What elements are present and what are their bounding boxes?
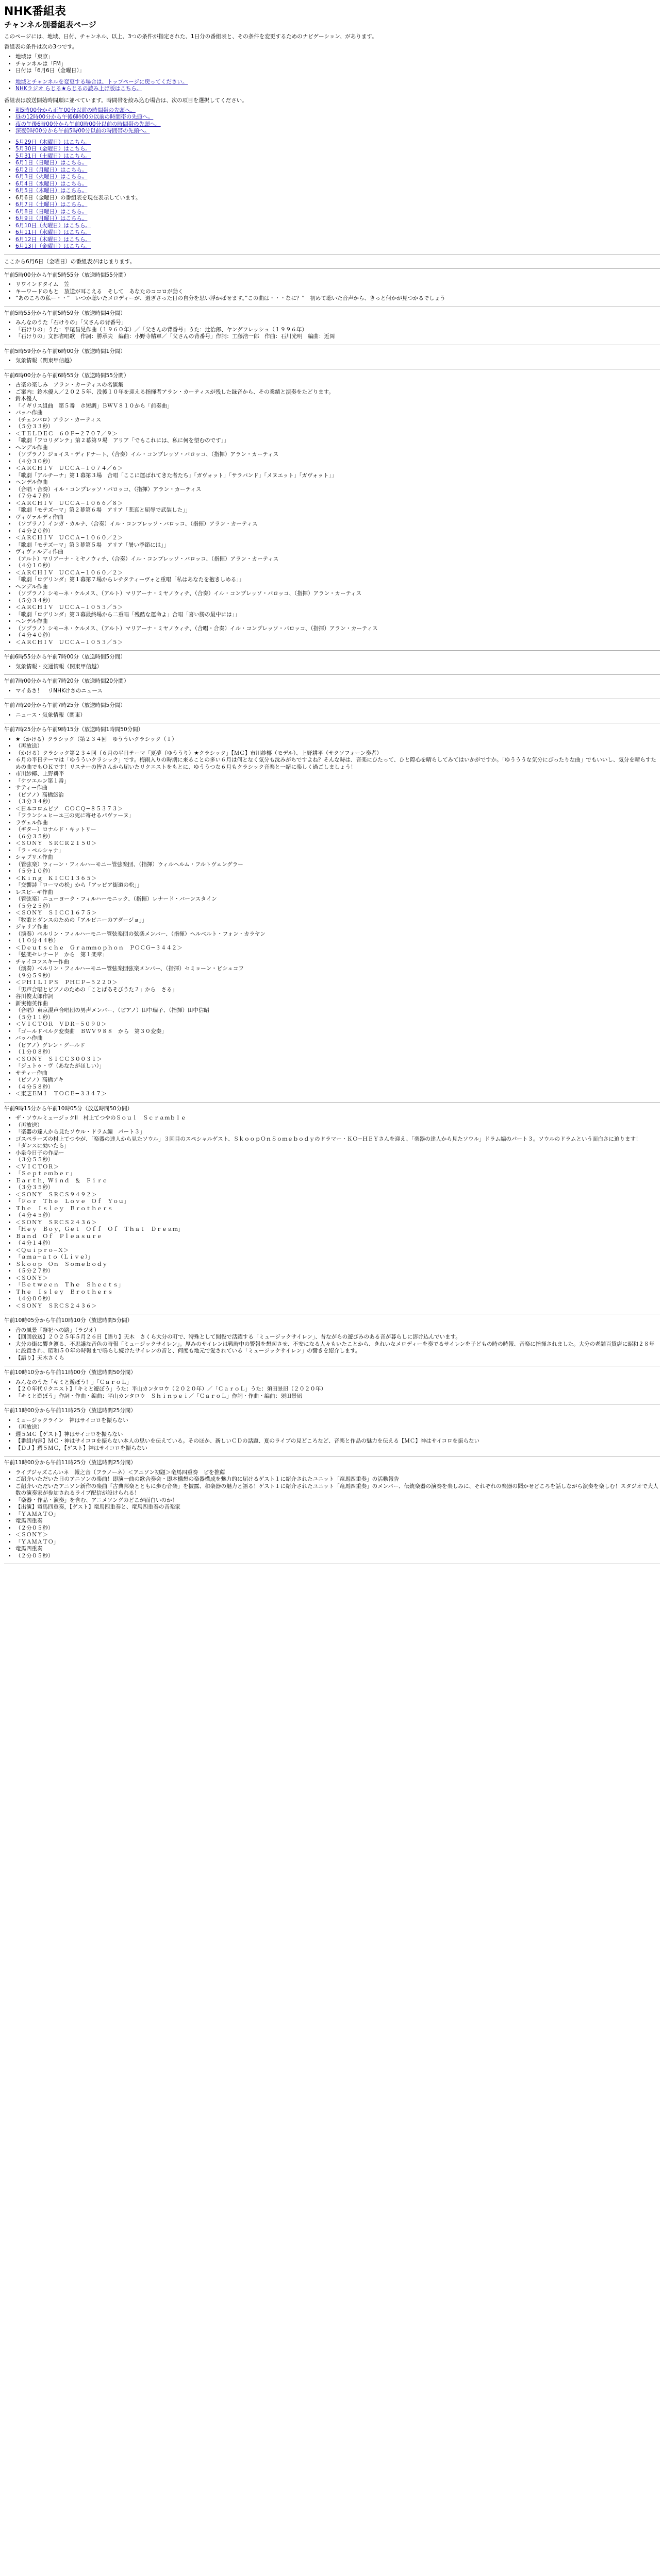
program-line: • 「牧歌とダンスのための「アルピニーのアダージョ」」 — [15, 917, 660, 924]
program-line: • 古楽の楽しみ アラン・カーティスの名演集 — [15, 382, 660, 389]
program-time: 午前11時00分から午前11時25分（放送時間25分間） — [4, 1408, 136, 1414]
program-line: • （演奏）ベルリン・フィルハーモニー管弦楽団の弦楽メンバー、（指揮）ヘルベルト・フォン・カラヤン — [15, 931, 660, 938]
program-line: • ＜ＶＩＣＴＯＲ＞ — [15, 1164, 660, 1171]
program-line: • Ｂａｎｄ Ｏｆ Ｐｌｅａｓｕｒｅ — [15, 1233, 660, 1241]
program-line: • ご紹介いただいたアニソン新作の楽曲「古典邦楽とともに歩む音楽」を披露、和楽器の魅力と語る！ゲスト１に紹介されたユニット「竜馬四重奏」のメンバー、伝統楽器の演奏を楽しみに、それぞれの楽器の聞かせどころを話しながら演奏を楽しむ！スタジオで大人数の演奏家が参加されるライブ配信が設けられる！ — [15, 1483, 660, 1497]
date-link-item-link[interactable]: 5月31日（土曜日）はこちら。 — [15, 152, 91, 159]
program-line: • （４分２０秒） — [15, 528, 660, 535]
program-line: • 「Ｓｅｐｔｅｍｂｅｒ」 — [15, 1171, 660, 1178]
program-line: • （５分２７秒） — [15, 1268, 660, 1275]
program-line: • ＜ＳＯＮＹ ＳＲＣＲ２１５０＞ — [15, 840, 660, 848]
program-entries — [4, 382, 660, 646]
time-note: 番組表は放送開始時間順に並べています。時間帯を絞み込む場合は、次の項目を選択してください。 — [4, 97, 247, 104]
program-line: • キーワードのもと 放送が耳こえる そして あなたのココロが動く — [15, 289, 660, 296]
program-line: • シャブリエ作曲 — [15, 854, 660, 861]
program-entries — [4, 736, 660, 1098]
program-line: • （ピアノ）グレン・グールド — [15, 1042, 660, 1049]
date-link-item-link[interactable]: 5月30日（金曜日）はこちら。 — [15, 146, 91, 152]
condition-links-list — [4, 79, 660, 93]
program-line: • 【語り】天木さくら — [15, 1355, 660, 1362]
time-link-item[interactable] — [15, 114, 660, 121]
program-line: • （３分３４秒） — [15, 799, 660, 806]
date-link-item[interactable] — [15, 243, 660, 250]
program-line: • 「歌劇「ロデリンダ」第３幕最終場から二重唱「残酷な運命よ」合唱「喜い勝の最中には」」 — [15, 612, 660, 619]
program-line: • 「ＹＡＭＡＴＯ」 — [15, 1511, 660, 1518]
condition-item: • 地域は「東京」 — [15, 54, 660, 61]
program-line: • 気象情報・交通情報（関東甲信越） — [15, 664, 660, 671]
program-line: • ＜日本コロムビア ＣＯＣＱ−８５３７３＞ — [15, 806, 660, 813]
condition-item: • チャンネルは「FM」 — [15, 61, 660, 68]
program-line: • ＜ＳＯＮＹ ＳＩＣＣ３００３１＞ — [15, 1056, 660, 1063]
program-time: 午前10時05分から午前10時10分（放送時間5分間） — [4, 1317, 133, 1324]
time-links-list — [4, 107, 660, 135]
program-line: • Ｅａｒｔｈ，Ｗｉｎｄ ＆ Ｆｉｒｅ — [15, 1178, 660, 1185]
program-line: • （４分４５秒） — [15, 1212, 660, 1219]
program-line: • （かける）クラシック第２３４回（６月の平日テーマ「夏夢（ゆううり）★クラシック」【ＭＣ】市川紗椰（モデル）、上野耕平（サクソフォーン奏者） — [15, 750, 660, 757]
program-line: • （３分５５秒） — [15, 1157, 660, 1164]
program-line: • ヘンデル作曲 — [15, 479, 660, 486]
program-line: • （演奏）ベルリン・フィルハーモニー管弦楽団弦楽メンバー、（指揮）セミョーン・ビシュコフ — [15, 965, 660, 973]
date-link-item-link[interactable]: 6月11日（水曜日）はこちら。 — [15, 229, 91, 235]
program-line: • ご案内：鈴木優人／２０２５年、没後１０年を迎える指揮者アラン・カーティスが残した録音から、その業績と演奏をたどります。 — [15, 389, 660, 396]
page-title: NHK番組表 — [4, 5, 66, 18]
program-line: • ヴィヴァルディ作曲 — [15, 514, 660, 521]
program-line: • （アルト）マリアーナ・ミヤノウィチ、（合奏）イル・コンプレッソ・バロッコ、（指揮）アラン・カーティス — [15, 556, 660, 563]
program-entries — [4, 358, 660, 365]
program-time: 午前6時55分から午前7時00分（放送時間5分間） — [4, 654, 126, 660]
program-line: • （１分０８秒） — [15, 1049, 660, 1056]
program-line: • （再放送） — [15, 1424, 660, 1431]
date-link-item-link[interactable]: 6月9日（月曜日）はこちら。 — [15, 215, 88, 222]
time-link-item[interactable] — [15, 121, 660, 128]
conditions-list — [4, 54, 660, 75]
program-line: • （５分１１秒） — [15, 1014, 660, 1022]
program-line: • 【番組内容】ＭＣ・神はサイコロを振らない本人の思いを伝えている。そのほか、新しいＣＤの話題、夏のライブの見どころなど、音楽と作品の魅力を伝える【ＭＣ】神はサイコロを振らない — [15, 1438, 660, 1445]
program-entries — [4, 1115, 660, 1310]
program-line: • （１０分４４秒） — [15, 938, 660, 945]
date-link-item[interactable] — [15, 153, 660, 160]
program-line: • 「ラ・ペルシャナ」 — [15, 848, 660, 855]
program-time: 午前11時00分から午前11時25分（放送時間25分間） — [4, 1460, 136, 1466]
program-line: • 新実徳英作曲 — [15, 1001, 660, 1008]
program-line: • ヴィヴァルディ作曲 — [15, 549, 660, 556]
date-link-item[interactable] — [15, 167, 660, 174]
program-line: • （２分０５秒） — [15, 1525, 660, 1532]
program-line: • （７分４７秒） — [15, 493, 660, 500]
program-line: • 竜馬四重奏 — [15, 1546, 660, 1553]
program-line: • 「ジュトゥ・ヴ（あなたがほしい）」 — [15, 1063, 660, 1070]
program-line: • 「石けりの」文部省唱歌 作詞：勝承夫 編曲：小野寺精軍／「父さんの背番号」作詞：工藤浩一郎 作曲：石川光明 編曲：近岡 — [15, 333, 660, 341]
program-line: • （合唱・合奏）イル・コンプレッソ・バロッコ、（指揮）アラン・カーティス — [15, 486, 660, 494]
program-line: • サティー作曲 — [15, 1070, 660, 1077]
program-line: • ＜ＴＥＬＤＥＣ ６０Ｐ−２７０７／９＞ — [15, 431, 660, 438]
program-line: • ライブジャズこんいネ 報之音（フラノーネ）＜アニソン初題＞竜馬四重奏 ピを推薦 — [15, 1469, 660, 1477]
program-line: • 「ダンスに効いたら」 — [15, 1143, 660, 1150]
program-entries — [4, 688, 660, 695]
program-line: • ヘンデル作曲 — [15, 584, 660, 591]
program-line: • ＜Ｋｉｎｇ ＫＩＣＣ１３６５＞ — [15, 875, 660, 883]
listing-header: ここから6月6日（金曜日）の番組表がはじまります。 — [4, 258, 136, 265]
program-line: • 音の風景「祭祀への路」（ラジオ） — [15, 1327, 660, 1334]
program-line: • ヘンデル作曲 — [15, 618, 660, 625]
program-line: • （４分５８秒） — [15, 1084, 660, 1091]
program-line: • （４分００秒） — [15, 1296, 660, 1303]
program-entries — [4, 1417, 660, 1452]
program-line: • “あのころの私ー・・” いつか聴いたメロディーが、過ぎさった日の自分を思い浮かばせます。”この曲は・・・なに？” 初めて聴いた音声から、きっと何かが見つかるでしょう — [15, 295, 660, 302]
date-link-item[interactable] — [15, 236, 660, 244]
program-line: • ニュース・気象情報（関東） — [15, 712, 660, 719]
date-link-item[interactable] — [15, 160, 660, 167]
program-time: 午前9時15分から午前10時05分（放送時間50分間） — [4, 1105, 133, 1112]
program-line: • 「石けりの」うた：平尾昌晃作曲（１９６０年）／「父さんの背番号」うた：辻治郎、ヤングフレッシュ（１９９６年） — [15, 327, 660, 334]
program-line: • 「歌劇「アルチーナ」第１幕第３場 合唱「ここに運ばれてきた者たち」「ガヴォット」「サラバンド」「メヌエット」「ガヴォット」」 — [15, 472, 660, 480]
program-line: • （５分３３秒） — [15, 423, 660, 431]
date-link-item-link[interactable]: 6月4日（水曜日）はこちら。 — [15, 180, 88, 187]
date-link-item-link[interactable]: 6月8日（日曜日）はこちら。 — [15, 208, 88, 215]
condition-link-item-link[interactable]: 地域とチャンネルを変更する場合は、トップページに戻ってください。 — [15, 78, 188, 85]
program-line: • （ソプラノ）ジョイス・ディドナート、（合奏）イル・コンプレッソ・バロッコ、（指揮）アラン・カーティス — [15, 451, 660, 459]
program-line: • 鈴木優人 — [15, 396, 660, 403]
program-entries — [4, 1469, 660, 1560]
program-line: • 【２０年代リクエスト】「キミと遊ぼう」うた：平山カンタロウ（２０２０年）／「ＣａｒｏＬ」うた：須田景凪（２０２０年） — [15, 1386, 660, 1393]
program-line: • ＜Ｄｅｕｔｓｃｈｅ Ｇｒａｍｍｏｐｈｏｎ ＰＯＣＧ−３４４２＞ — [15, 945, 660, 952]
program-line: • 市川紗椰、上野耕平 — [15, 771, 660, 778]
program-entries — [4, 1327, 660, 1362]
divider — [4, 268, 660, 269]
program-line: • ＜ＳＯＮＹ ＳＲＣＳ２４３６＞ — [15, 1219, 660, 1227]
time-link-item-link[interactable]: 朝5時00分から正午00分以前の時間帯の先頭へ。 — [15, 107, 136, 113]
program-line: • 「イギリス組曲 第５番 ホ短調」ＢＷＶ８１０から「前奏曲」 — [15, 403, 660, 410]
program-line: • ＜東芝ＥＭＩ ＴＯＣＥ−３３４７＞ — [15, 1091, 660, 1098]
program-line: • Ｓｋｏｏｐ Ｏｎ Ｓｏｍｅｂｏｄｙ — [15, 1261, 660, 1268]
date-link-item[interactable] — [15, 146, 660, 153]
program-entries — [4, 319, 660, 341]
program-line: • サティー作曲 — [15, 785, 660, 792]
date-link-item-link[interactable]: 6月1日（日曜日）はこちら。 — [15, 160, 88, 166]
program-line: • ＜Ｑｕｉｐｒｏ−Ｘ＞ — [15, 1247, 660, 1255]
program-line: • チャイコフスキー作曲 — [15, 959, 660, 966]
program-line: • 【回回放送】２０２５年５月２６日【語り】天木 さくら大分の町で、特殊として聞役で活躍する「ミュージックサイレン」、昔ながらの遊びみのある音が暮らしに溶け込んでいます。 — [15, 1334, 660, 1341]
program-line: • ＜ＡＲＣＨＩＶ ＵＣＣＡ−１０７４／６＞ — [15, 465, 660, 472]
program-time: 午前5時59分から午前6時00分（放送時間1分間） — [4, 348, 126, 354]
program-line: • （４分４０秒） — [15, 632, 660, 639]
program-line: • ジャリア作曲 — [15, 924, 660, 931]
program-line: • みんなのうた「キミと遊ぼう！」「ＣａｒｏＬ」 — [15, 1379, 660, 1386]
program-line: • 「楽器の達人から見たソウル・ドラム編 パート３」 — [15, 1129, 660, 1136]
time-link-item[interactable] — [15, 107, 660, 114]
program-line: • （２分０５秒） — [15, 1553, 660, 1560]
date-link-item[interactable] — [15, 188, 660, 195]
program-line: • 「男声合唱とピアノのための「ことばあそびうた２」から さる」 — [15, 987, 660, 994]
date-link-item[interactable] — [15, 215, 660, 223]
program-line: • 「ａｍａ−ａｔｏ（Ｌｉｖｅ）」 — [15, 1254, 660, 1261]
program-line: • ＜ＡＲＣＨＩＶ ＵＣＣＡ−１０６６／８＞ — [15, 500, 660, 507]
condition-link-item[interactable] — [15, 86, 660, 93]
program-line: • ＜ＡＲＣＨＩＶ ＵＣＣＡ−１０５３／５＞ — [15, 604, 660, 612]
program-line: • （再放送） — [15, 743, 660, 750]
program-line: • Ｔｈｅ Ｉｓｌｅｙ Ｂｒｏｔｈｅｒｓ — [15, 1289, 660, 1296]
date-link-item-link[interactable]: 6月3日（火曜日）はこちら。 — [15, 174, 88, 180]
program-line: • （９分５９秒） — [15, 973, 660, 980]
program-line: • （ピアノ）高橋アキ — [15, 1077, 660, 1084]
date-link-item[interactable] — [15, 201, 660, 209]
program-line: • 「フランシュヒーユ三の死に寄せるパヴァーヌ」 — [15, 812, 660, 820]
program-line: • 「ケツエルン第１番」 — [15, 778, 660, 785]
program-line: • マイあさ！ リNHKけさのニュース — [15, 688, 660, 695]
program-line: • （４分１０秒） — [15, 563, 660, 570]
divider — [4, 1102, 660, 1103]
program-line: • 「歌劇「フロリダンテ」第２幕第９場 アリア「でもこれには、私に何を望むのです」」 — [15, 437, 660, 445]
program-line: • 「歌劇「ロデリンダ」第１幕第７場からレチタティーヴォと重唱「私はあなたを抱きしめる」」 — [15, 577, 660, 584]
date-link-item-link[interactable]: 6月10日（火曜日）はこちら。 — [15, 222, 91, 229]
program-line: • 「歌劇「モテズーマ」第２幕第６場 アリア「悲哀と屈辱で武装した」」 — [15, 507, 660, 514]
program-line: • （６分３５秒） — [15, 834, 660, 841]
program-line: • 「キミと遊ぼう」作詞・作曲・編曲：平山カンタロウ Ｓｈｉｎｐｅｉ／「ＣａｒｏＬ」作詞・作曲・編曲：須田景凪 — [15, 1393, 660, 1400]
program-time: 午前5時55分から午前5時59分（放送時間4分間） — [4, 310, 126, 316]
program-line: • （合唱）東京混声合唱団の男声メンバー、（ピアノ）田中瑞子、（指揮）田中信昭 — [15, 1007, 660, 1014]
program-line: • （５分２５秒） — [15, 903, 660, 910]
program-line: • ＜ＳＯＮＹ＞ — [15, 1532, 660, 1539]
condition-item: • 日付は「6月6日（金曜日）」 — [15, 67, 660, 75]
program-entries — [4, 281, 660, 302]
program-line: • ご紹介いただいた日のアニソンの楽曲！即演一曲の歌合奏会・即本構想の楽器構成を魅力的に届けるゲスト１に紹介されたユニット「竜馬四重奏」の活動報告 — [15, 1476, 660, 1483]
program-line: • （チェンバロ）アラン・カーティス — [15, 417, 660, 424]
program-line: • 「Ｈｅｙ Ｂｏｙ，Ｇｅｔ Ｏｆｆ Ｏｆ Ｔｈａｔ Ｄｒｅａｍ」 — [15, 1226, 660, 1233]
program-line: • 「Ｂｅｔｗｅｅｎ Ｔｈｅ Ｓｈｅｅｔｓ」 — [15, 1282, 660, 1289]
program-line: • みんなのうた「石けりの」「父さんの背番号」 — [15, 319, 660, 327]
program-line: • ＜ＶＩＣＴＯＲ ＶＤＲ−５０９０＞ — [15, 1021, 660, 1028]
program-line: • バッハ作曲 — [15, 1035, 660, 1042]
program-line: • リワインドタイム 笠 — [15, 281, 660, 289]
program-line: • ＜ＡＲＣＨＩＶ ＵＣＣＡ−１０５３／５＞ — [15, 639, 660, 647]
program-entries — [4, 712, 660, 719]
program-line: • ＜ＰＨＩＬＩＰＳ ＰＨＣＰ−５２２０＞ — [15, 979, 660, 987]
divider — [4, 650, 660, 651]
program-line: • 【出演】竜馬四重奏，【ゲスト】竜馬四重奏と、竜馬四重奏の音楽家 — [15, 1504, 660, 1511]
program-line: • （管弦楽）ウィーン・フィルハーモニー管弦楽団、（指揮）ウィルヘルム・フルトヴェングラー — [15, 861, 660, 869]
date-link-item: • 6月6日（金曜日）の番組表を現在表示しています。 — [15, 195, 660, 202]
date-link-item[interactable] — [15, 229, 660, 236]
program-line: • （ソプラノ）シモーネ・ケルメス、（アルト）マリアーナ・ミヤノウィチ、（合奏）イル・コンプレッソ・バロッコ、（指揮）アラン・カーティス — [15, 590, 660, 598]
program-line: • Ｔｈｅ Ｉｓｌｅｙ Ｂｒｏｔｈｅｒｓ — [15, 1206, 660, 1213]
date-link-item-link[interactable]: 6月5日（木曜日）はこちら。 — [15, 188, 88, 194]
program-line: • 「ＹＡＭＡＴＯ」 — [15, 1539, 660, 1546]
program-line: • 大分の街に響き渡る、不思議な音色の時報「ミュージックサイレン」。厚みのサイレンは戦時中の警報を想起させ、不安になる人々もいたことから、きれいなメロディーを奏でるサイレンを子どもの時の時報、音楽に指揮されました。大分の老舗百貨店に昭和２８年に設置され、昭和５０年の時報まで鳴らし続けたサイレンの音と、何度も地元で愛されている「ミュージックサイレン」の響きを紹介します。 — [15, 1341, 660, 1355]
program-line: • ヘンデル作曲 — [15, 445, 660, 452]
program-line: • ラヴェル作曲 — [15, 820, 660, 827]
program-line: • （５分１０秒） — [15, 868, 660, 875]
program-line: • ミュージックライン 神はサイコロを振らない — [15, 1417, 660, 1425]
date-link-item-link[interactable]: 6月12日（木曜日）はこちら。 — [15, 236, 91, 243]
program-time: 午前7時00分から午前7時20分（放送時間20分間） — [4, 678, 129, 684]
program-line: • （４分３０秒） — [15, 459, 660, 466]
program-line: • 「ゴールドベルク変奏曲 ＢＷＶ９８８ から 第３０変奏」 — [15, 1028, 660, 1036]
program-time: 午前5時00分から午前5時55分（放送時間55分間） — [4, 272, 129, 278]
date-link-item[interactable] — [15, 223, 660, 230]
program-line: • 「楽器・作品・演奏」を含む、アニメソングのどこが面白いのか！ — [15, 1497, 660, 1504]
date-link-item[interactable] — [15, 174, 660, 181]
program-line: • （ソプラノ）シモーネ・ケルメス、（アルト）マリアーナ・ミヤノウィチ、（合唱・合奏）イル・コンプレッソ・バロッコ、（指揮）アラン・カーティス — [15, 625, 660, 633]
program-line: • ＜ＳＯＮＹ ＳＲＣＳ２４３６＞ — [15, 1303, 660, 1310]
time-link-item-link[interactable]: 夜の午後6時00分から午前0時00分以前の時間帯の先頭へ。 — [15, 121, 161, 127]
program-line: • ６月の平日テーマは「ゆうういクラシック」です。梅雨入りの時期に来ることの多い６月は何となく気分も沈みがちですよね？そんな時は、音楽にひたって、ひと際心を晴らしてみてはいかがですか。「ゆうううな気分にぴったりな曲」でもいいし、気分を晴らすための曲でもＯＫです！リスナーの皆さんから届いたリクエストをもとに、ゆううつな６月もクラシック音楽と一緒に楽しく過ごしましょう！ — [15, 757, 660, 771]
program-entries — [4, 664, 660, 671]
program-line: • 気象情報（関東甲信越） — [15, 358, 660, 365]
program-line: • レスピーギ作曲 — [15, 889, 660, 896]
program-entries — [4, 1379, 660, 1400]
program-line: • ＜ＡＲＣＨＩＶ ＵＣＣＡ−１０６０／２＞ — [15, 570, 660, 577]
date-link-item[interactable] — [15, 209, 660, 216]
date-link-item-link[interactable]: 5月29日（木曜日）はこちら。 — [15, 139, 91, 145]
program-line: • （再放送） — [15, 1122, 660, 1129]
program-line: • ゴスペラーズの村上てつやが、「楽器の達人から見たソウル」３回目のスペシャルゲスト、ＳｋｏｏｐＯｎＳｏｍｅｂｏｄｙのドラマー・ＫＯ−ＨＥＹさんを迎え、「楽器の達人から見たソウル」ドラム編のパート３。ソウルのドラムという面白さに迫ります！ — [15, 1136, 660, 1143]
conditions-label: 番組表の条件は次の3つです。 — [4, 44, 78, 50]
program-line: • （ギター）ロナルド・キットリー — [15, 826, 660, 834]
program-time: 午前7時25分から午前9時15分（放送時間1時間50分間） — [4, 726, 144, 733]
program-time: 午前6時00分から午前6時55分（放送時間55分間） — [4, 372, 129, 379]
program-line: • 「弦楽セレナード から 第１楽章」 — [15, 952, 660, 959]
program-line: • ザ・ソウルミュージックII 村上てつやのＳｏｕｌ Ｓｃｒａｍｂｌｅ — [15, 1115, 660, 1122]
time-link-item-link[interactable]: 深夜0時00分から午前5時00分以前の時間帯の先頭へ。 — [15, 128, 150, 134]
program-line: • 竜馬四重奏 — [15, 1518, 660, 1525]
time-link-item-link[interactable]: 昼の12時00分から午後6時00分以前の時間帯の先頭へ。 — [15, 114, 154, 120]
program-line: • 【ＤＪ】週５ＭＣ，【ゲスト】神はサイコロを振らない — [15, 1445, 660, 1452]
program-line: • 谷川俊太郎作詞 — [15, 993, 660, 1001]
program-line: • （４分１４秒） — [15, 1240, 660, 1247]
page-subtitle: チャンネル別番組表ページ — [4, 20, 96, 29]
program-line: • （ソプラノ）インガ・カルナ、（合奏）イル・コンプレッソ・バロッコ、（指揮）アラン・カーティス — [15, 521, 660, 528]
program-line: • ＜ＳＯＮＹ ＳＩＣＣ１６７５＞ — [15, 910, 660, 917]
program-line: • 小泉今日子の作品ー — [15, 1150, 660, 1157]
program-line: • 週５ＭＣ【ゲスト】神はサイコロを振らない — [15, 1431, 660, 1438]
program-time: 午前7時20分から午前7時25分（放送時間5分間） — [4, 702, 126, 708]
condition-link-item[interactable] — [15, 79, 660, 86]
time-link-item[interactable] — [15, 128, 660, 135]
date-link-item-link[interactable]: 6月13日（金曜日）はこちら。 — [15, 243, 91, 249]
program-line: • ＜ＡＲＣＨＩＶ ＵＣＣＡ−１０６０／２＞ — [15, 535, 660, 542]
program-line: • （ピアノ）高橋悠治 — [15, 792, 660, 799]
program-line: • バッハ作曲 — [15, 410, 660, 417]
date-link-item[interactable] — [15, 181, 660, 188]
program-line: • （３分３５秒） — [15, 1184, 660, 1192]
program-line: • （５分３４秒） — [15, 598, 660, 605]
date-links-list — [4, 139, 660, 250]
date-link-item-link[interactable]: 6月7日（土曜日）はこちら。 — [15, 201, 88, 208]
date-link-item-link[interactable]: 6月2日（月曜日）はこちら。 — [15, 166, 88, 173]
program-time: 午前10時10分から午前11時00分（放送時間50分間） — [4, 1369, 136, 1376]
program-line: • （管弦楽）ニューヨーク・フィルハーモニック、（指揮）レナード・バーンスタイン — [15, 896, 660, 903]
program-line: • 「歌劇「モテズーマ」第３幕第５場 アリア「暑い季節には」」 — [15, 542, 660, 549]
intro-text: このページには、地域、日付、チャンネル、以上、3つの条件が指定された、1日分の番組表と、その条件を変更するためのナビゲーション、があります。 — [4, 33, 377, 40]
program-line: • 「交響詩「ローマの松」から「アッピア街道の松」」 — [15, 882, 660, 889]
program-line: • 「Ｆｏｒ Ｔｈｅ Ｌｏｖｅ Ｏｆ Ｙｏｕ」 — [15, 1198, 660, 1206]
divider — [4, 674, 660, 675]
program-line: • ＜ＳＯＮＹ＞ — [15, 1275, 660, 1282]
program-line: • ★（かける）クラシック（第２３４回 ゆうういクラシック（１） — [15, 736, 660, 743]
condition-link-item-link[interactable]: NHKラジオ らじる★らじるの読み上げ版はこちら。 — [15, 86, 142, 92]
program-list — [4, 272, 660, 1565]
date-link-item[interactable] — [15, 139, 660, 146]
program-line: • ＜ＳＯＮＹ ＳＲＣＳ９４９２＞ — [15, 1192, 660, 1199]
